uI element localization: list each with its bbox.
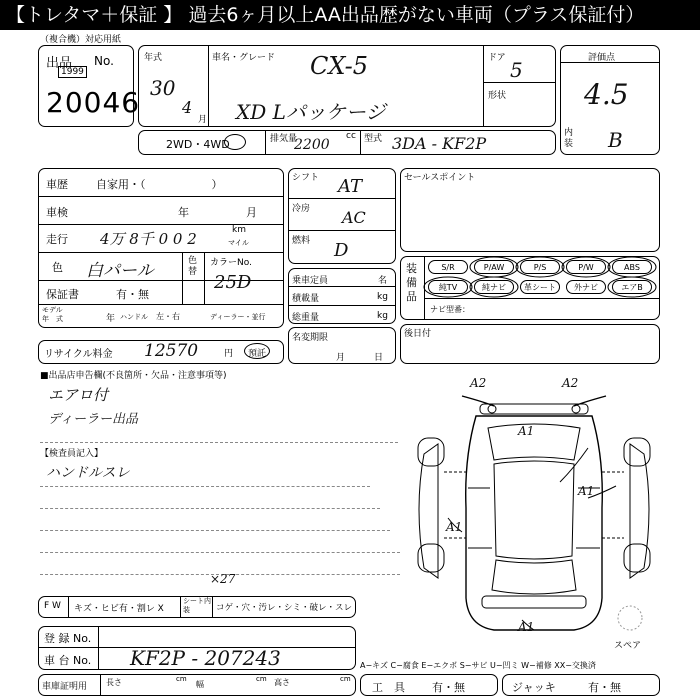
name-change-month: 月 [336, 353, 346, 363]
recycle-deposit: 預託 [248, 349, 267, 359]
seat-damage-mark: ×27 [210, 572, 236, 586]
cert-length-unit: cm [176, 675, 187, 683]
seller-note-1: エアロ付 [48, 386, 109, 404]
color-no-label: カラーNo. [210, 258, 252, 268]
damage-mark-rear: A1 [518, 620, 535, 634]
model-year-label: モデル 年 式 [42, 306, 63, 323]
shape-label: 形状 [488, 91, 507, 101]
name-change-label: 名変期限 [292, 333, 329, 343]
equip-abs: ABS [612, 260, 652, 274]
chassis-value: KF2P - 207243 [130, 646, 281, 670]
retrofit-box [400, 324, 660, 364]
equip-tv: 純TV [428, 280, 468, 294]
cert-width-unit: cm [256, 675, 267, 683]
seat-items: コゲ・穴・汚レ・シミ・破レ・スレ [216, 603, 353, 613]
door-label: ドア [488, 53, 506, 63]
inspection-label: 車検 [46, 206, 68, 219]
displacement-label: 排気量 [270, 134, 298, 144]
damage-mark-hood: A1 [518, 424, 535, 438]
ac-value: AC [342, 208, 366, 227]
inspection-month-unit: 月 [246, 206, 257, 219]
recycle-value: 12570 [144, 341, 199, 361]
fw-items: キズ・ヒビ有・割レ X [74, 604, 164, 614]
damage-mark-mirror-left: A2 [470, 376, 487, 390]
model-code-value: 3DA - KF2P [392, 134, 487, 153]
lot-number: 20046 [46, 86, 141, 119]
shift-label: シフト [292, 173, 320, 183]
equip-sr: S/R [428, 260, 468, 274]
cert-width-label: 幅 [196, 680, 204, 689]
equip-airbag: エアB [612, 280, 652, 294]
year-value: 30 [150, 76, 176, 100]
lot-no-label: No. [94, 54, 114, 68]
fuel-value: D [334, 240, 349, 261]
dealer-label: ディーラー・並行 [210, 313, 266, 321]
name-change-day: 日 [374, 353, 384, 363]
warranty-label: 保証書 [46, 288, 79, 301]
lot-label: 出品 [46, 56, 73, 71]
drive-circle-mark [224, 134, 246, 150]
tools-label: 工 具 [372, 681, 405, 694]
sales-point-label: セールスポイント [404, 173, 476, 183]
load-unit: kg [377, 292, 388, 302]
score-value: 4.5 [584, 78, 629, 111]
mileage-value: 4万 8千 0 0 2 [100, 230, 197, 248]
load-label: 積載量 [292, 294, 320, 304]
name-label: 車名・グレード [212, 53, 276, 63]
garage-cert-label: 車庫証明用 [42, 682, 88, 692]
month-unit: 月 [198, 115, 208, 125]
inspector-note-1: ハンドルスレ [46, 465, 130, 481]
color-no-value: 25D [214, 272, 252, 293]
chassis-label: 車 台 No. [44, 654, 92, 667]
cert-height-label: 高さ [274, 678, 290, 687]
handle-label: ハンドル [120, 313, 148, 321]
mileage-unit-mile: マイル [228, 239, 249, 247]
model-year-unit: 年 [106, 314, 116, 324]
mileage-unit-km: km [232, 225, 246, 235]
seller-note-2: ディーラー出品 [48, 412, 138, 427]
equip-leather: 革シート [520, 280, 560, 294]
model-code-label: 型式 [364, 134, 383, 144]
equip-ps: P/S [520, 260, 560, 274]
recycle-label: リサイクル料金 [44, 349, 113, 360]
interior-value: B [608, 128, 623, 152]
color-change-label: 色 替 [188, 256, 198, 277]
weight-unit: kg [377, 311, 388, 321]
score-label: 評価点 [588, 53, 616, 63]
equip-pw: P/W [566, 260, 606, 274]
fuel-label: 燃料 [292, 236, 311, 246]
weight-label: 総重量 [292, 313, 320, 323]
history-label: 車歴 [46, 178, 68, 191]
color-label: 色 [52, 261, 63, 274]
registration-label: 登 録 No. [44, 632, 92, 645]
equipment-circle-marks [400, 250, 660, 300]
inspector-notes-label: 【検査員記入】 [40, 449, 104, 459]
displacement-unit: cc [346, 131, 356, 141]
title-banner: 【トレタマ＋保証 】 過去6ヶ月以上AA出品歴がない車両（プラス保証付） [0, 0, 700, 30]
mileage-label: 走行 [46, 233, 68, 246]
capacity-label: 乗車定員 [292, 276, 329, 286]
capacity-unit: 名 [378, 276, 388, 286]
seller-notes-label: ■出品店申告欄(不良箇所・欠品・注意事項等) [40, 371, 227, 381]
fw-label: F W [44, 601, 61, 611]
displacement-value: 2200 [294, 137, 330, 153]
seat-label: シート内装 [183, 597, 211, 614]
shift-value: AT [338, 176, 363, 197]
tools-options: 有・無 [432, 681, 465, 694]
cert-height-unit: cm [340, 675, 351, 683]
equipment-label: 装 備 品 [406, 262, 417, 303]
inspection-year-unit: 年 [178, 206, 189, 219]
grade-value: XD Lパッケージ [236, 100, 386, 124]
navi-type-label: ナビ型番： [430, 305, 470, 314]
equip-navi: 純ナビ [474, 280, 514, 294]
equip-ext-navi: 外ナビ [566, 280, 606, 294]
color-value: 白パール [86, 261, 154, 281]
retrofit-label: 後日付 [404, 329, 432, 339]
history-options: 自家用・（ ） [96, 178, 223, 191]
spare-label: スペア [614, 641, 642, 651]
warranty-options: 有・無 [116, 288, 149, 301]
car-damage-diagram [404, 368, 664, 658]
sheet-type-note: （複合機）対応用紙 [40, 35, 122, 45]
recycle-deposit-circle [244, 343, 270, 359]
damage-mark-left-side: A1 [446, 520, 463, 534]
damage-mark-mirror-right: A2 [562, 376, 579, 390]
interior-label: 内 装 [564, 128, 574, 149]
lot-stamp: 1999 [58, 66, 87, 78]
jack-label: ジャッキ [512, 681, 556, 694]
ac-label: 冷房 [292, 204, 311, 214]
door-value: 5 [510, 58, 523, 82]
cert-length-label: 長さ [106, 678, 122, 687]
jack-options: 有・無 [588, 681, 621, 694]
month-value: 4 [182, 98, 193, 117]
damage-mark-right-side: A1 [578, 484, 595, 498]
damage-legend: A−キズ C−腐食 E−エクボ S−サビ U−凹ミ W−補修 XX−交換済 [360, 661, 596, 670]
recycle-unit: 円 [224, 349, 234, 359]
handle-options: 左・右 [156, 312, 180, 321]
year-label: 年式 [144, 53, 163, 63]
car-name-value: CX-5 [310, 52, 368, 80]
drive-type: 2WD・4WD [166, 138, 230, 151]
equip-paw: P/AW [474, 260, 514, 274]
